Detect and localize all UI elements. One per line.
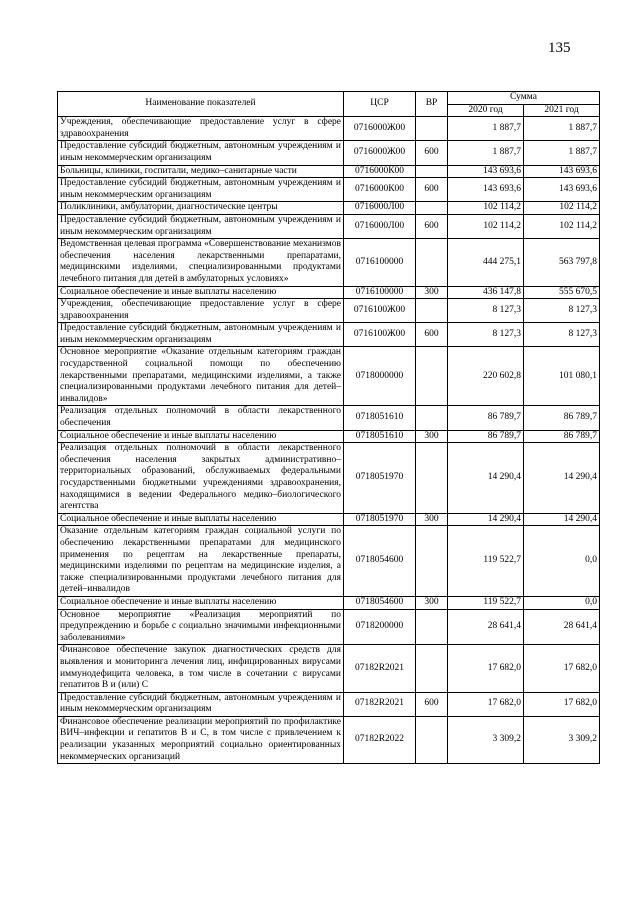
row-sum-2020: 143 693,6	[448, 178, 524, 202]
row-vr	[416, 406, 448, 430]
row-sum-2020: 14 290,4	[448, 443, 524, 514]
row-sum-2020: 119 522,7	[448, 596, 524, 609]
row-csr: 07182R2021	[344, 692, 416, 716]
row-vr	[416, 526, 448, 597]
table-row	[58, 117, 600, 141]
row-csr: 07182R2021	[344, 645, 416, 692]
row-csr: 0716100Ж00	[344, 323, 416, 347]
row-csr: 0718054600	[344, 526, 416, 597]
header-year-2020: 2020 год	[448, 104, 524, 117]
row-name: Финансовое обеспечение закупок диагностических средств для выявления и мониторинга лечения лиц, инфицированных вирусами иммунодефицита человека, в том числе в сочетании с вирусами гепатитов B и (или) C	[58, 645, 344, 692]
row-sum-2021: 14 290,4	[524, 443, 600, 514]
row-vr	[416, 239, 448, 286]
row-csr: 0718051610	[344, 430, 416, 443]
table-row	[58, 178, 600, 202]
table-row	[58, 526, 600, 597]
row-sum-2021: 86 789,7	[524, 430, 600, 443]
row-csr: 0716000Ж00	[344, 117, 416, 141]
page-number: 135	[548, 40, 571, 56]
row-sum-2020: 17 682,0	[448, 692, 524, 716]
row-name: Учреждения, обеспечивающие предоставление услуг в сфере здравоохранения	[58, 117, 344, 141]
table-body	[58, 117, 600, 764]
row-vr	[416, 165, 448, 178]
row-vr: 600	[416, 141, 448, 165]
table-row	[58, 323, 600, 347]
row-sum-2021: 102 114,2	[524, 202, 600, 215]
row-sum-2020: 102 114,2	[448, 214, 524, 238]
row-vr: 600	[416, 692, 448, 716]
row-sum-2021: 17 682,0	[524, 692, 600, 716]
table-row	[58, 299, 600, 323]
row-csr: 0718054600	[344, 596, 416, 609]
row-vr: 300	[416, 286, 448, 299]
row-csr: 0716000Л00	[344, 214, 416, 238]
row-csr: 07182R2022	[344, 716, 416, 763]
row-csr: 0718051970	[344, 443, 416, 514]
row-vr	[416, 443, 448, 514]
row-sum-2021: 101 080,1	[524, 347, 600, 406]
row-name: Социальное обеспечение и иные выплаты населению	[58, 596, 344, 609]
table-row	[58, 347, 600, 406]
row-sum-2020: 436 147,8	[448, 286, 524, 299]
row-sum-2021: 28 641,4	[524, 609, 600, 645]
row-name: Поликлиники, амбулатории, диагностические центры	[58, 202, 344, 215]
row-name: Реализация отдельных полномочий в области лекарственного обеспечения населения закрытых административно–территориальных образований, обслуживаемых федеральными государственными бюджетными учреждениями здравоохранения, находящимися в ведении Федерального медико–биологического агентства	[58, 443, 344, 514]
row-name: Финансовое обеспечение реализации мероприятий по профилактике ВИЧ–инфекции и гепатитов B и C, в том числе с привлечением к реализации указанных мероприятий социально ориентированных некоммерческих организаций	[58, 716, 344, 763]
row-vr	[416, 347, 448, 406]
row-vr: 600	[416, 214, 448, 238]
table-row	[58, 239, 600, 286]
row-sum-2020: 86 789,7	[448, 406, 524, 430]
row-name: Предоставление субсидий бюджетным, автономным учреждениям и иным некоммерческим организациям	[58, 178, 344, 202]
table-row	[58, 286, 600, 299]
row-sum-2020: 8 127,3	[448, 323, 524, 347]
row-sum-2020: 86 789,7	[448, 430, 524, 443]
header-name: Наименование показателей	[58, 92, 344, 117]
row-sum-2020: 8 127,3	[448, 299, 524, 323]
row-vr	[416, 117, 448, 141]
row-csr: 0718051970	[344, 513, 416, 526]
row-sum-2020: 28 641,4	[448, 609, 524, 645]
row-sum-2021: 8 127,3	[524, 323, 600, 347]
row-sum-2020: 143 693,6	[448, 165, 524, 178]
table-row	[58, 513, 600, 526]
row-name: Предоставление субсидий бюджетным, автономным учреждениям и иным некоммерческим организациям	[58, 692, 344, 716]
row-sum-2020: 3 309,2	[448, 716, 524, 763]
row-sum-2021: 0,0	[524, 526, 600, 597]
row-sum-2020: 220 602,8	[448, 347, 524, 406]
row-sum-2021: 14 290,4	[524, 513, 600, 526]
header-vr: ВР	[416, 92, 448, 117]
row-sum-2020: 17 682,0	[448, 645, 524, 692]
row-sum-2021: 563 797,8	[524, 239, 600, 286]
row-vr	[416, 609, 448, 645]
row-sum-2020: 102 114,2	[448, 202, 524, 215]
row-csr: 0716000К00	[344, 165, 416, 178]
row-sum-2020: 1 887,7	[448, 141, 524, 165]
row-name: Социальное обеспечение и иные выплаты населению	[58, 513, 344, 526]
row-csr: 0716000Л00	[344, 202, 416, 215]
table-row	[58, 141, 600, 165]
row-name: Социальное обеспечение и иные выплаты населению	[58, 430, 344, 443]
row-sum-2021: 143 693,6	[524, 178, 600, 202]
row-sum-2021: 17 682,0	[524, 645, 600, 692]
row-csr: 0718051610	[344, 406, 416, 430]
budget-table	[57, 91, 600, 764]
row-csr: 0716000К00	[344, 178, 416, 202]
table-row	[58, 596, 600, 609]
table-row	[58, 214, 600, 238]
header-year-2021: 2021 год	[524, 104, 600, 117]
row-sum-2021: 1 887,7	[524, 117, 600, 141]
row-name: Реализация отдельных полномочий в области лекарственного обеспечения	[58, 406, 344, 430]
table-row	[58, 165, 600, 178]
row-sum-2021: 86 789,7	[524, 406, 600, 430]
row-sum-2021: 143 693,6	[524, 165, 600, 178]
row-csr: 0718200000	[344, 609, 416, 645]
row-sum-2021: 0,0	[524, 596, 600, 609]
row-name: Социальное обеспечение и иные выплаты населению	[58, 286, 344, 299]
row-name: Больницы, клиники, госпитали, медико–санитарные части	[58, 165, 344, 178]
row-vr: 300	[416, 596, 448, 609]
table-row	[58, 430, 600, 443]
row-name: Основное мероприятие «Реализация мероприятий по предупреждению и борьбе с социально значимыми инфекционными заболеваниями»	[58, 609, 344, 645]
row-name: Учреждения, обеспечивающие предоставление услуг в сфере здравоохранения	[58, 299, 344, 323]
row-sum-2020: 1 887,7	[448, 117, 524, 141]
row-vr: 300	[416, 430, 448, 443]
row-vr	[416, 299, 448, 323]
row-name: Предоставление субсидий бюджетным, автономным учреждениям и иным некоммерческим организациям	[58, 214, 344, 238]
table-row	[58, 406, 600, 430]
header-csr: ЦСР	[344, 92, 416, 117]
row-sum-2021: 1 887,7	[524, 141, 600, 165]
table-row	[58, 645, 600, 692]
row-csr: 0716100000	[344, 286, 416, 299]
row-csr: 0716100000	[344, 239, 416, 286]
row-sum-2021: 3 309,2	[524, 716, 600, 763]
row-vr: 600	[416, 323, 448, 347]
row-vr: 600	[416, 178, 448, 202]
row-sum-2020: 14 290,4	[448, 513, 524, 526]
row-vr	[416, 645, 448, 692]
table-row	[58, 202, 600, 215]
row-vr	[416, 202, 448, 215]
row-name: Предоставление субсидий бюджетным, автономным учреждениям и иным некоммерческим организациям	[58, 323, 344, 347]
row-name: Ведомственная целевая программа «Совершенствование механизмов обеспечения населения лекарственными препаратами, медицинскими изделиями, специализированными продуктами лечебного питания для детей в амбулаторных условиях»	[58, 239, 344, 286]
row-vr: 300	[416, 513, 448, 526]
row-sum-2021: 555 670,5	[524, 286, 600, 299]
row-sum-2020: 444 275,1	[448, 239, 524, 286]
table-row	[58, 609, 600, 645]
table-row	[58, 692, 600, 716]
row-name: Предоставление субсидий бюджетным, автономным учреждениям и иным некоммерческим организациям	[58, 141, 344, 165]
row-sum-2021: 8 127,3	[524, 299, 600, 323]
row-sum-2021: 102 114,2	[524, 214, 600, 238]
row-csr: 0716000Ж00	[344, 141, 416, 165]
row-sum-2020: 119 522,7	[448, 526, 524, 597]
header-sum: Сумма	[448, 92, 600, 105]
row-name: Оказание отдельным категориям граждан социальной услуги по обеспечению лекарственными препаратами для медицинского применения по рецептам на лекарственные препараты, медицинскими изделиями по рецептам на медицинские изделия, а также специализированными продуктами лечебного питания для детей–инвалидов	[58, 526, 344, 597]
row-name: Основное мероприятие «Оказание отдельным категориям граждан государственной социальной помощи по обеспечению лекарственными препаратами, медицинскими изделиями, а также специализированными продуктами лечебного питания для детей–инвалидов»	[58, 347, 344, 406]
table-row	[58, 716, 600, 763]
table-row	[58, 443, 600, 514]
row-csr: 0718000000	[344, 347, 416, 406]
row-vr	[416, 716, 448, 763]
row-csr: 0716100Ж00	[344, 299, 416, 323]
